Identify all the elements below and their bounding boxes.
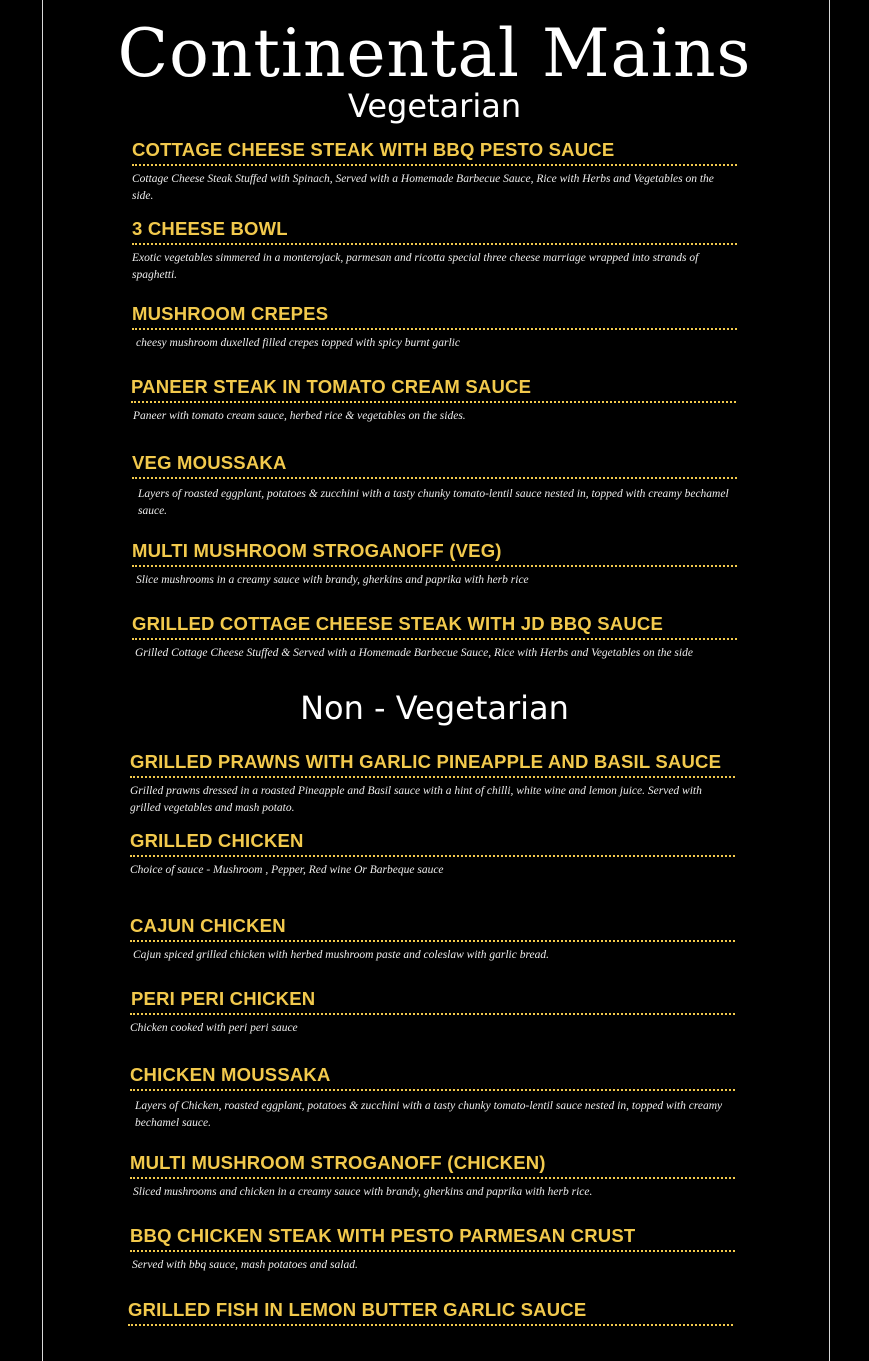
dotted-divider bbox=[130, 1089, 735, 1091]
dotted-divider bbox=[130, 940, 735, 942]
item-description: Cajun spiced grilled chicken with herbed mushroom paste and coleslaw with garlic bread. bbox=[133, 949, 549, 961]
item-name: MUSHROOM CREPES bbox=[132, 303, 329, 324]
dotted-divider bbox=[128, 1324, 733, 1326]
menu-item bbox=[130, 750, 735, 817]
item-name: MULTI MUSHROOM STROGANOFF (VEG) bbox=[132, 540, 502, 561]
dotted-divider bbox=[132, 638, 737, 640]
item-name: GRILLED FISH IN LEMON BUTTER GARLIC SAUCE bbox=[128, 1299, 587, 1320]
item-description: cheesy mushroom duxelled filled crepes topped with spicy burnt garlic bbox=[136, 337, 460, 349]
item-description: Served with bbq sauce, mash potatoes and salad. bbox=[132, 1259, 358, 1271]
menu-title: Continental Mains bbox=[117, 15, 752, 92]
item-name: COTTAGE CHEESE STEAK WITH BBQ PESTO SAUCE bbox=[132, 139, 615, 160]
menu-item bbox=[128, 1298, 733, 1326]
item-name: VEG MOUSSAKA bbox=[132, 452, 287, 473]
item-description: Choice of sauce - Mushroom , Pepper, Red wine Or Barbeque sauce bbox=[130, 864, 444, 876]
dotted-divider bbox=[130, 1250, 735, 1252]
item-description: Grilled Cottage Cheese Stuffed & Served with a Homemade Barbecue Sauce, Rice with Herbs and Vegetables on the side bbox=[135, 647, 693, 659]
menu-item bbox=[131, 375, 736, 425]
item-name: GRILLED COTTAGE CHEESE STEAK WITH JD BBQ SAUCE bbox=[132, 613, 663, 634]
menu-item bbox=[130, 829, 735, 879]
item-description: Exotic vegetables simmered in a monterojack, parmesan and ricotta special three cheese marriage wrapped into strands of spaghetti. bbox=[132, 252, 699, 281]
item-description: Sliced mushrooms and chicken in a creamy sauce with brandy, gherkins and paprika with herb rice. bbox=[133, 1186, 593, 1198]
item-description: Paneer with tomato cream sauce, herbed rice & vegetables on the sides. bbox=[133, 410, 466, 422]
menu-item bbox=[130, 987, 735, 1037]
menu-item bbox=[132, 539, 737, 589]
section-heading-vegetarian: Vegetarian bbox=[347, 87, 522, 125]
menu-item bbox=[130, 1151, 735, 1201]
item-name: PANEER STEAK IN TOMATO CREAM SAUCE bbox=[131, 376, 532, 397]
item-name: PERI PERI CHICKEN bbox=[131, 988, 316, 1009]
item-description: Cottage Cheese Steak Stuffed with Spinach, Served with a Homemade Barbecue Sauce, Rice with Herbs and Vegetables on the side. bbox=[132, 173, 714, 202]
item-name: CHICKEN MOUSSAKA bbox=[130, 1064, 331, 1085]
item-name: GRILLED PRAWNS WITH GARLIC PINEAPPLE AND BASIL SAUCE bbox=[130, 751, 722, 772]
item-name: MULTI MUSHROOM STROGANOFF (CHICKEN) bbox=[130, 1152, 546, 1173]
item-name: CAJUN CHICKEN bbox=[130, 915, 286, 936]
dotted-divider bbox=[132, 243, 737, 245]
item-description: Slice mushrooms in a creamy sauce with brandy, gherkins and paprika with herb rice bbox=[136, 574, 529, 586]
dotted-divider bbox=[132, 328, 737, 330]
item-description: Chicken cooked with peri peri sauce bbox=[130, 1022, 298, 1034]
dotted-divider bbox=[131, 401, 736, 403]
menu-item bbox=[132, 217, 737, 284]
item-name: 3 CHEESE BOWL bbox=[132, 218, 288, 239]
dotted-divider bbox=[130, 1013, 735, 1015]
section-heading-non-vegetarian: Non - Vegetarian bbox=[300, 689, 569, 727]
menu-item bbox=[132, 138, 737, 205]
dotted-divider bbox=[132, 565, 737, 567]
dotted-divider bbox=[132, 477, 737, 479]
dotted-divider bbox=[130, 1177, 735, 1179]
item-name: GRILLED CHICKEN bbox=[130, 830, 304, 851]
item-description: Layers of roasted eggplant, potatoes & zucchini with a tasty chunky tomato-lentil sauce nested in, topped with creamy bechamel sauce. bbox=[138, 488, 729, 517]
item-description: Layers of Chicken, roasted eggplant, potatoes & zucchini with a tasty chunky tomato-lentil sauce nested in, topped with creamy bechamel sauce. bbox=[135, 1100, 723, 1129]
menu-item bbox=[132, 302, 737, 352]
menu-item bbox=[132, 612, 737, 662]
menu-item bbox=[132, 451, 737, 520]
dotted-divider bbox=[132, 164, 737, 166]
dotted-divider bbox=[130, 855, 735, 857]
right-border-line bbox=[829, 0, 830, 1361]
dotted-divider bbox=[130, 776, 735, 778]
item-description: Grilled prawns dressed in a roasted Pineapple and Basil sauce with a hint of chilli, white wine and lemon juice. Served with grilled vegetables and mash potato. bbox=[130, 785, 702, 814]
item-name: BBQ CHICKEN STEAK WITH PESTO PARMESAN CRUST bbox=[130, 1225, 636, 1246]
left-border-line bbox=[42, 0, 43, 1361]
menu-item bbox=[130, 1224, 735, 1274]
menu-item bbox=[130, 914, 735, 964]
menu-item bbox=[130, 1063, 735, 1132]
